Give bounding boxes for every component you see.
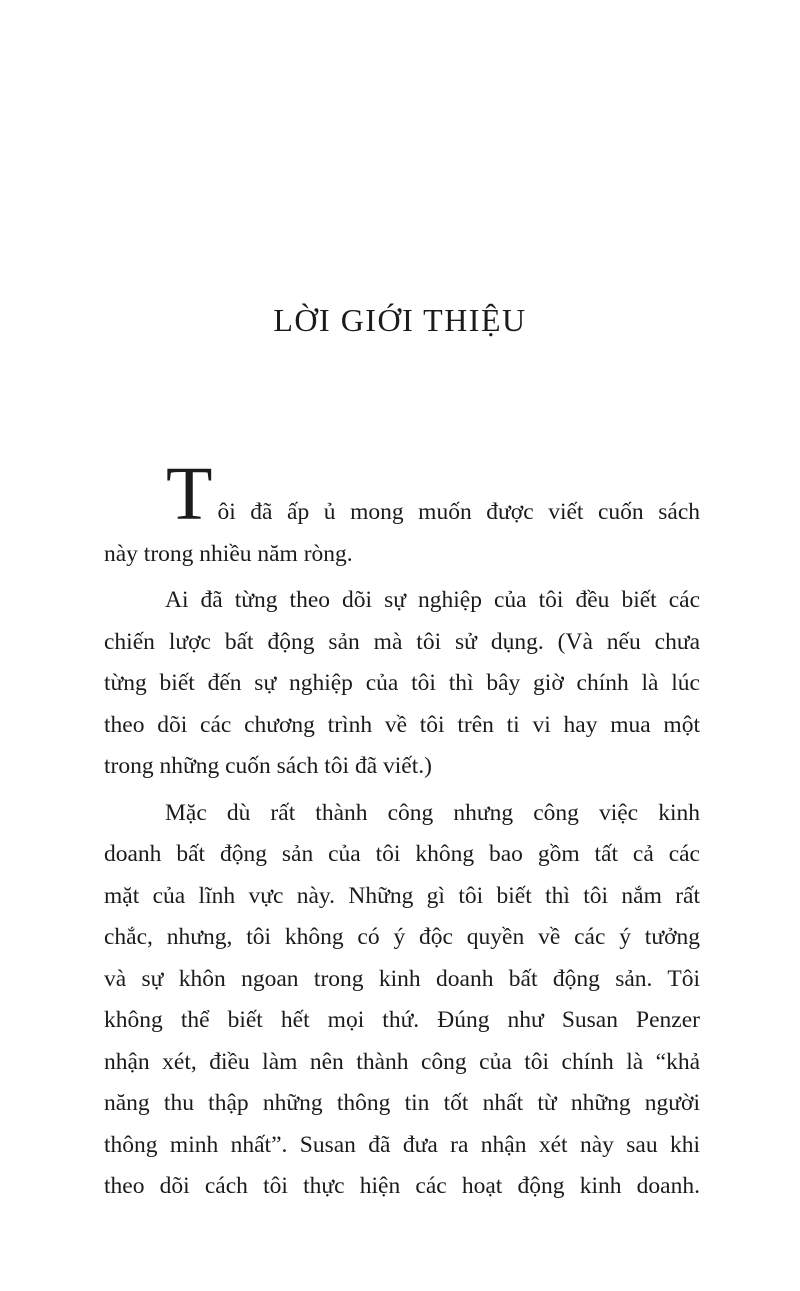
body-text xyxy=(104,452,700,1208)
text-line: thông minh nhất”. Susan đã đưa ra nhận xét này sau khi xyxy=(104,1131,700,1158)
text-line: chiến lược bất động sản mà tôi sử dụng. (Và nếu chưa xyxy=(104,628,700,655)
text-line: năng thu thập những thông tin tốt nhất từ những người xyxy=(104,1090,700,1116)
text-line: trong những cuốn sách tôi đã viết.) xyxy=(104,753,432,779)
paragraph xyxy=(104,580,700,788)
drop-cap: T xyxy=(166,452,213,536)
text-line: này trong nhiều năm ròng. xyxy=(104,540,353,567)
text-line-content: ôi đã ấp ủ mong muốn được viết cuốn sách xyxy=(217,499,700,525)
text-line: Ai đã từng theo dõi sự nghiệp của tôi đều biết các xyxy=(165,587,700,613)
paragraph xyxy=(104,452,700,575)
text-line: mặt của lĩnh vực này. Những gì tôi biết thì tôi nắm rất xyxy=(104,882,700,909)
text-line: chắc, nhưng, tôi không có ý độc quyền về các ý tưởng xyxy=(104,924,700,950)
text-line: từng biết đến sự nghiệp của tôi thì bây giờ chính là lúc xyxy=(104,670,700,696)
text-line: doanh bất động sản của tôi không bao gồm tất cả các xyxy=(104,841,700,867)
text-line: theo dõi các chương trình về tôi trên ti vi hay mua một xyxy=(104,711,700,738)
text-line: nhận xét, điều làm nên thành công của tôi chính là “khả xyxy=(104,1048,700,1075)
text-line: theo dõi cách tôi thực hiện các hoạt động kinh doanh. xyxy=(104,1173,700,1199)
text-line xyxy=(104,452,700,536)
text-line: không thể biết hết mọi thứ. Đúng như Susan Penzer xyxy=(104,1007,700,1033)
text-line: Mặc dù rất thành công nhưng công việc kinh xyxy=(165,799,700,826)
text-line: và sự khôn ngoan trong kinh doanh bất động sản. Tôi xyxy=(104,965,700,992)
paragraph xyxy=(104,793,700,1208)
page-title: LỜI GIỚI THIỆU xyxy=(273,302,527,338)
